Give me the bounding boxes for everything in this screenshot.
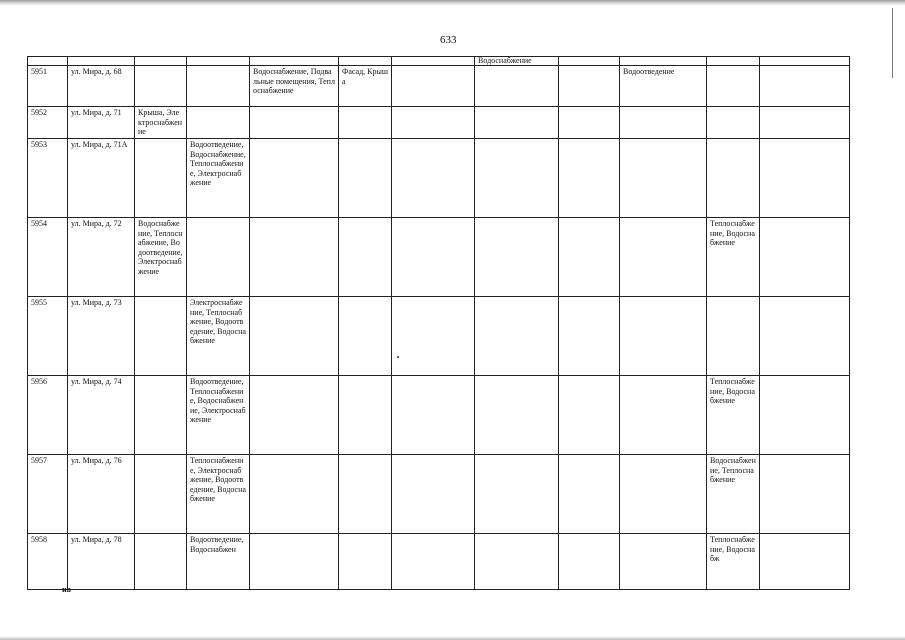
work-type-cell: Водоотведение, Теплоснабжение, Водоснабжение, Электроснабжение: [187, 376, 250, 455]
table-row: [28, 107, 850, 139]
work-type-cell: Водоснабжение, Подвальные помещения, Теплоснабжение: [250, 66, 339, 107]
work-type-cell: [475, 376, 559, 455]
work-type-cell: [559, 218, 620, 297]
work-type-cell: [187, 66, 250, 107]
work-type-cell: [392, 218, 475, 297]
header-cell: [620, 57, 707, 66]
address-cell: ул. Мира, д. 71А: [68, 139, 135, 218]
work-type-cell: [559, 139, 620, 218]
work-type-cell: [392, 534, 475, 590]
work-type-cell: Водоотведение, Водоснабжен: [187, 534, 250, 590]
work-type-cell: [559, 107, 620, 139]
row-number-cell: 5954: [28, 218, 68, 297]
work-type-cell: [475, 107, 559, 139]
work-type-cell: [392, 455, 475, 534]
header-cell: [392, 57, 475, 66]
work-type-cell: [392, 297, 475, 376]
work-type-cell: [475, 218, 559, 297]
work-type-cell: [339, 107, 392, 139]
row-number-cell: 5952: [28, 107, 68, 139]
work-type-cell: [339, 297, 392, 376]
table-row: [28, 534, 850, 590]
scan-edge-right: [892, 8, 893, 78]
work-type-cell: [559, 297, 620, 376]
header-cell: [28, 57, 68, 66]
work-type-cell: [339, 376, 392, 455]
work-type-cell: [475, 534, 559, 590]
work-type-cell: Фасад, Крыша: [339, 66, 392, 107]
work-type-cell: [392, 107, 475, 139]
header-cell: [187, 57, 250, 66]
work-type-cell: [250, 139, 339, 218]
work-type-cell: [620, 534, 707, 590]
work-type-cell: [187, 107, 250, 139]
work-type-cell: Водоснабжение, Теплоснабжение, Водоотведение, Электроснабжение: [135, 218, 187, 297]
work-type-cell: [707, 66, 760, 107]
work-type-cell: [135, 455, 187, 534]
work-type-cell: [135, 534, 187, 590]
work-type-cell: Водоотведение, Водоснабжение, Теплоснабжение, Электроснабжение: [187, 139, 250, 218]
header-cell: [135, 57, 187, 66]
work-type-cell: [392, 139, 475, 218]
row-number-cell: 5955: [28, 297, 68, 376]
work-type-cell: [475, 139, 559, 218]
work-type-cell: [620, 139, 707, 218]
row-number-cell: 5957: [28, 455, 68, 534]
work-type-cell: [760, 455, 850, 534]
header-cell: [250, 57, 339, 66]
work-type-cell: [559, 534, 620, 590]
work-type-cell: [760, 376, 850, 455]
work-type-cell: Водоснабжение, Теплоснабжение: [707, 455, 760, 534]
row-number-cell: 5951: [28, 66, 68, 107]
address-cell: ул. Мира, д. 71: [68, 107, 135, 139]
work-type-cell: [339, 534, 392, 590]
work-type-cell: [475, 455, 559, 534]
work-type-cell: [135, 66, 187, 107]
header-cell: [559, 57, 620, 66]
table-row: [28, 376, 850, 455]
work-type-cell: [707, 297, 760, 376]
work-type-cell: Теплоснабжение, Водоснабжение: [707, 218, 760, 297]
scan-speck: [397, 356, 399, 358]
work-type-cell: [135, 139, 187, 218]
footer-mark: нв: [62, 585, 71, 594]
work-type-cell: [187, 218, 250, 297]
work-type-cell: [250, 218, 339, 297]
header-cell: [707, 57, 760, 66]
repair-registry-table: [27, 56, 850, 590]
work-type-cell: Теплоснабжение, Электроснабжение, Водоотведение, Водоснабжение: [187, 455, 250, 534]
work-type-cell: Водоотведение: [620, 66, 707, 107]
header-cell: [760, 57, 850, 66]
table-row: [28, 66, 850, 107]
work-type-cell: [760, 139, 850, 218]
work-type-cell: [620, 297, 707, 376]
header-cell: Водоснабжение: [475, 57, 559, 66]
work-type-cell: [760, 297, 850, 376]
work-type-cell: [250, 297, 339, 376]
address-cell: ул. Мира, д. 74: [68, 376, 135, 455]
work-type-cell: [392, 376, 475, 455]
work-type-cell: Теплоснабжение, Водоснабжение: [707, 376, 760, 455]
header-cell: [339, 57, 392, 66]
work-type-cell: [250, 534, 339, 590]
row-number-cell: 5953: [28, 139, 68, 218]
work-type-cell: [707, 107, 760, 139]
work-type-cell: [392, 66, 475, 107]
scan-edge-bottom: [0, 636, 905, 640]
work-type-cell: [135, 376, 187, 455]
work-type-cell: [339, 455, 392, 534]
address-cell: ул. Мира, д. 73: [68, 297, 135, 376]
work-type-cell: [760, 534, 850, 590]
work-type-cell: [760, 66, 850, 107]
address-cell: ул. Мира, д. 78: [68, 534, 135, 590]
table-row: [28, 297, 850, 376]
work-type-cell: [707, 139, 760, 218]
row-number-cell: 5958: [28, 534, 68, 590]
work-type-cell: Электроснабжение, Теплоснабжение, Водоотведение, Водоснабжение: [187, 297, 250, 376]
work-type-cell: [760, 218, 850, 297]
address-cell: ул. Мира, д. 76: [68, 455, 135, 534]
work-type-cell: [559, 455, 620, 534]
work-type-cell: [620, 107, 707, 139]
work-type-cell: [250, 455, 339, 534]
table-header-row: [28, 57, 850, 66]
address-cell: ул. Мира, д. 68: [68, 66, 135, 107]
work-type-cell: [620, 455, 707, 534]
work-type-cell: [475, 66, 559, 107]
work-type-cell: [250, 107, 339, 139]
work-type-cell: [760, 107, 850, 139]
work-type-cell: Крыша, Электроснабжение: [135, 107, 187, 139]
work-type-cell: [475, 297, 559, 376]
table-row: [28, 139, 850, 218]
work-type-cell: [559, 66, 620, 107]
work-type-cell: [339, 139, 392, 218]
work-type-cell: Теплоснабжение, Водоснабж: [707, 534, 760, 590]
work-type-cell: [620, 218, 707, 297]
table-row: [28, 455, 850, 534]
work-type-cell: [250, 376, 339, 455]
address-cell: ул. Мира, д. 72: [68, 218, 135, 297]
work-type-cell: [135, 297, 187, 376]
table-row: [28, 218, 850, 297]
scan-edge-top: [0, 0, 905, 6]
work-type-cell: [339, 218, 392, 297]
work-type-cell: [620, 376, 707, 455]
page-number: 633: [440, 34, 457, 46]
row-number-cell: 5956: [28, 376, 68, 455]
header-cell: [68, 57, 135, 66]
work-type-cell: [559, 376, 620, 455]
